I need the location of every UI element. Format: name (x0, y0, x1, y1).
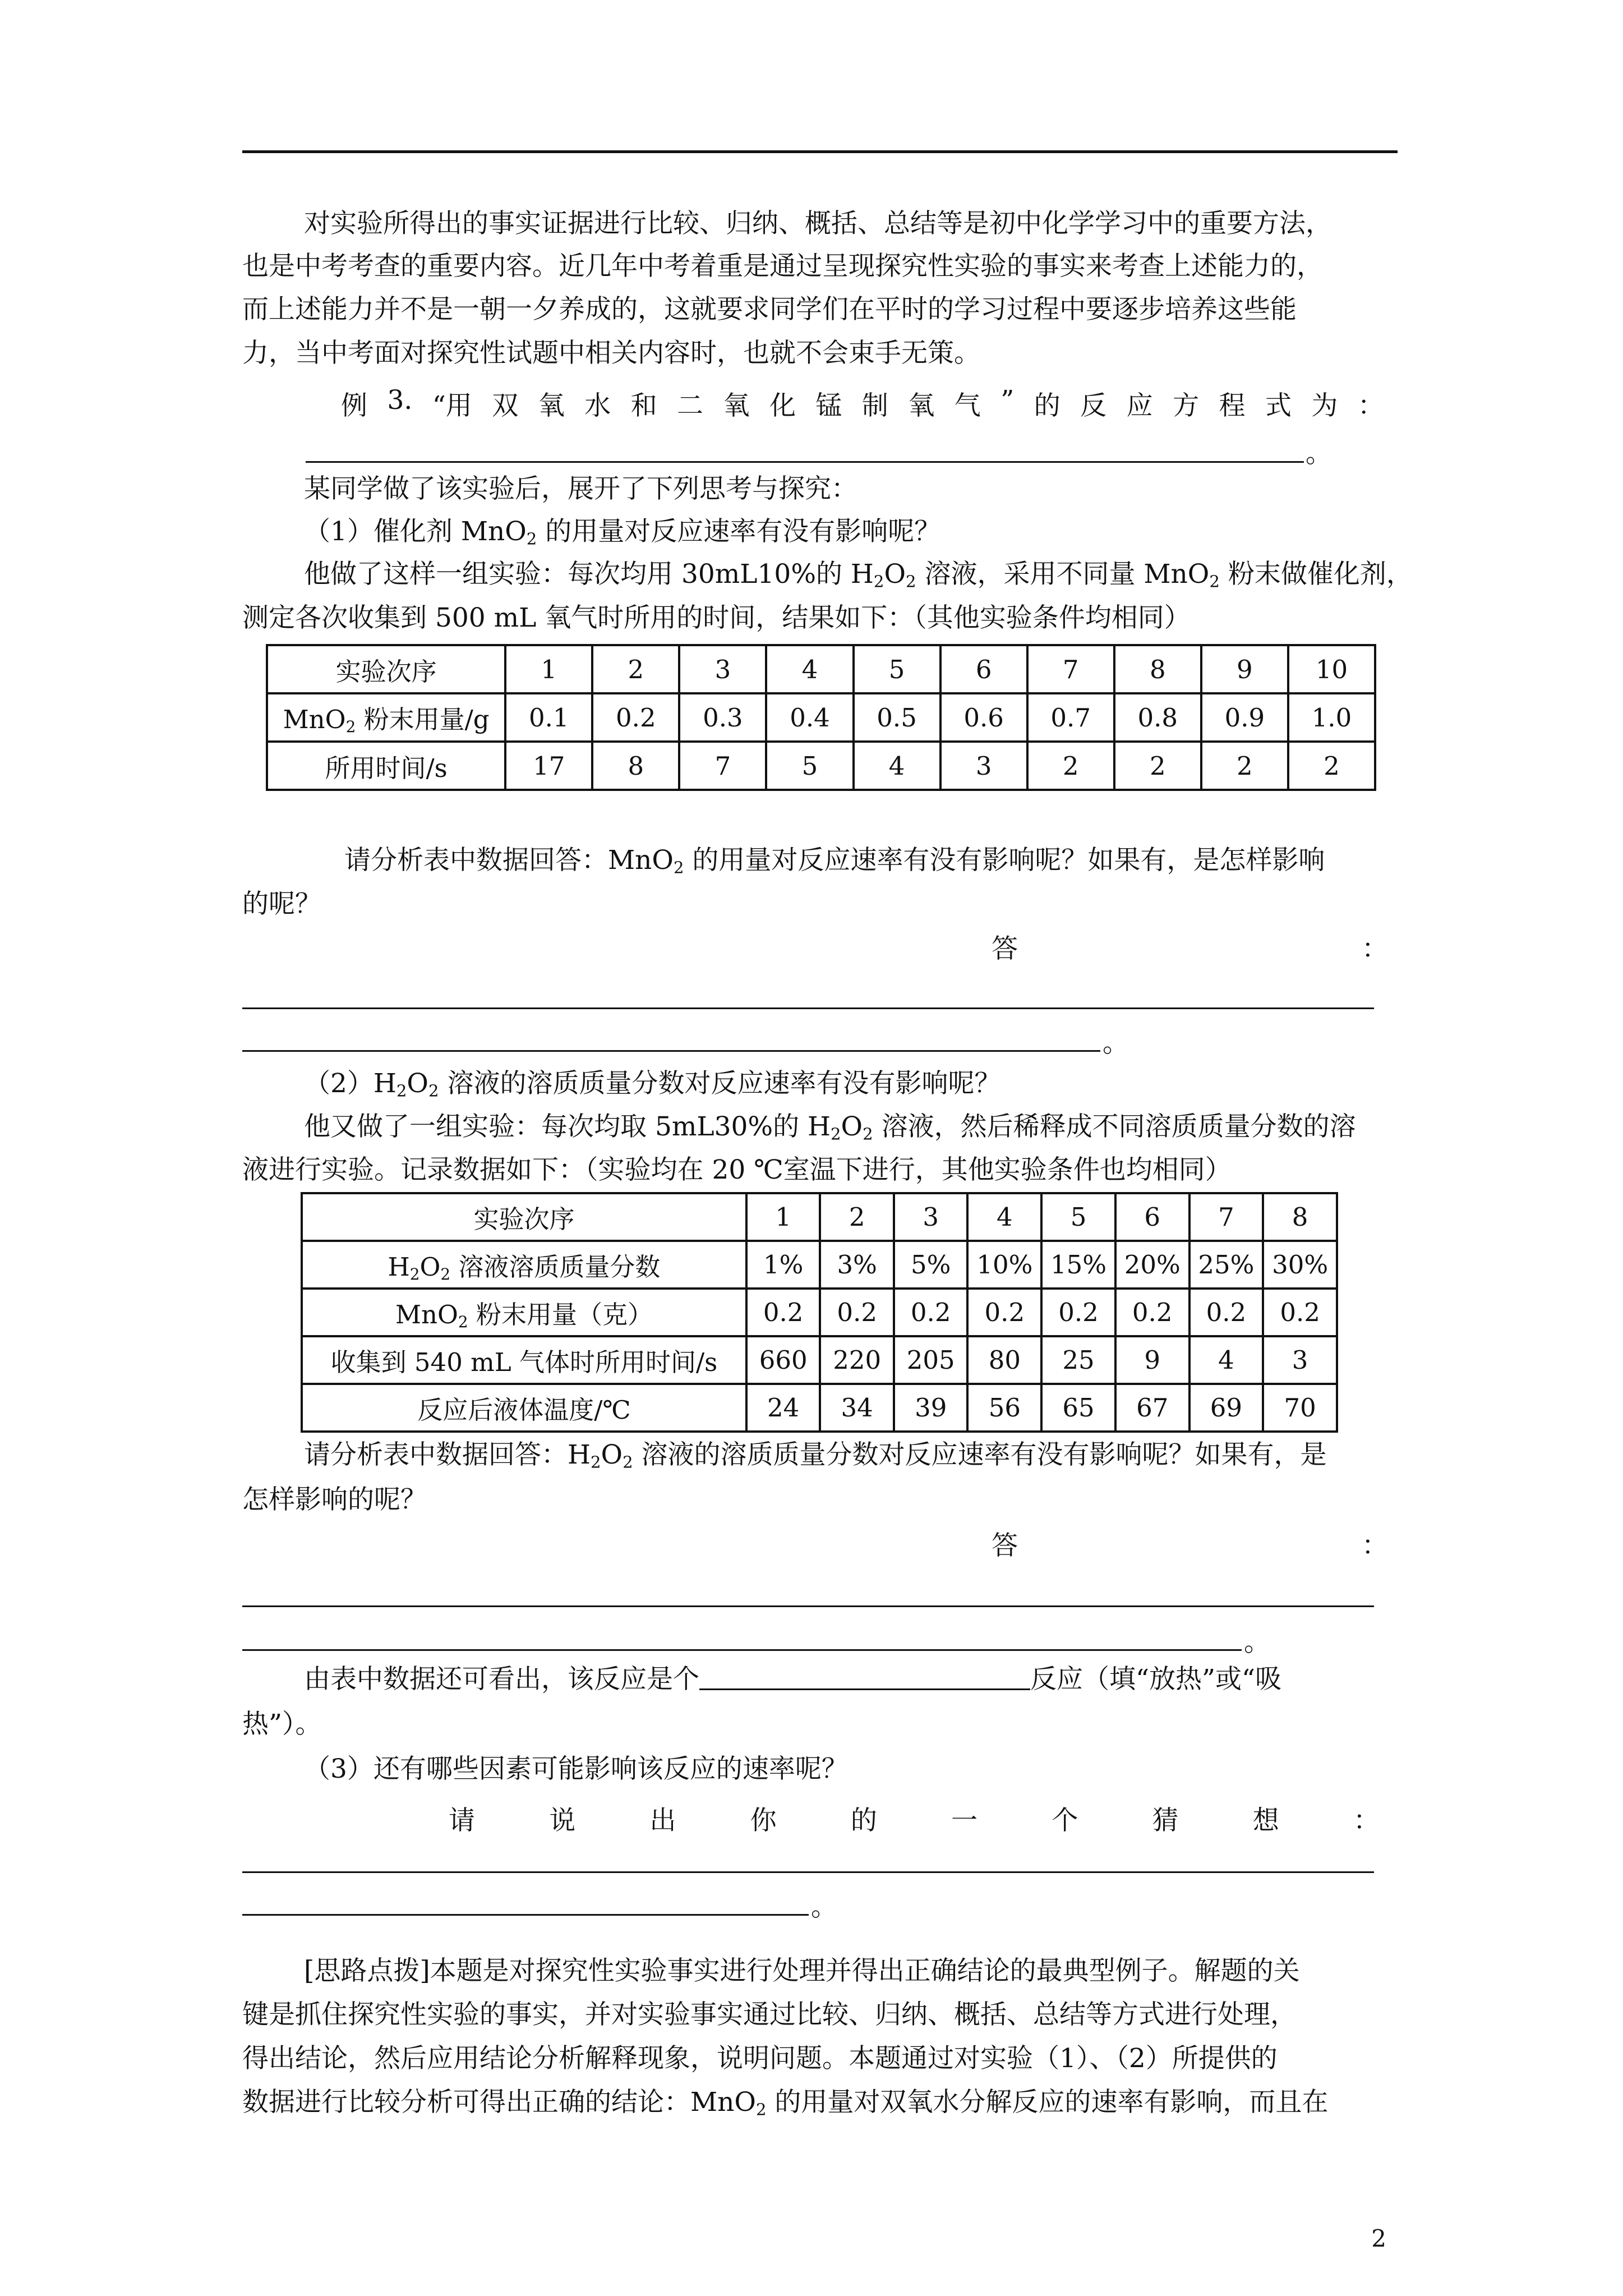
q2-heat-question: 热”）。 (242, 1709, 322, 1740)
table-cell: 70 (1263, 1384, 1337, 1432)
table-cell: 4 (967, 1193, 1041, 1241)
answer-blank[interactable] (242, 1050, 1100, 1052)
table-cell: 8 (592, 742, 679, 790)
prompt-char: 猜 (1152, 1805, 1179, 1836)
answer-blank[interactable] (242, 1649, 1242, 1651)
example-char: 式 (1265, 390, 1292, 421)
example-char: ： (1357, 390, 1384, 421)
q1-ask: 的呢？ (242, 889, 321, 919)
table-row (302, 1241, 1337, 1289)
table-cell: 6 (1115, 1193, 1189, 1241)
table-cell: 7 (1189, 1193, 1264, 1241)
q2-description: 他又做了一组实验：每次均取 5mL30%的 $H_2O_2$ 溶液，然后稀释成不同溶质质量分数的溶 (304, 1111, 1356, 1144)
hint-line: 数据进行比较分析可得出正确的结论：MnO$_2$ 的用量对双氧水分解反应的速率有影响，而且在 (242, 2087, 1329, 2119)
q1-title: （1）催化剂 MnO$_2$ 的用量对反应速率有没有影响呢？ (304, 516, 941, 549)
prompt-char: 想 (1252, 1805, 1279, 1836)
table-cell: 4 (1189, 1336, 1264, 1384)
table-cell: 0.4 (766, 693, 853, 742)
table-cell: 3 (1263, 1336, 1337, 1384)
table-cell: 67 (1115, 1384, 1189, 1432)
table-cell: 220 (820, 1336, 894, 1384)
answer-blank[interactable] (306, 461, 1304, 463)
table-cell: 2 (1288, 742, 1375, 790)
sentence-end: 。 (1306, 438, 1332, 469)
example-char: 锰 (815, 390, 842, 421)
prompt-char: 请 (449, 1805, 475, 1836)
table-header-cell: 实验次序 (267, 645, 505, 693)
table-cell: 5 (854, 645, 940, 693)
table-cell: 0.2 (967, 1289, 1041, 1336)
hint-line: 得出结论，然后应用结论分析解释现象，说明问题。本题通过对实验（1）、（2）所提供的 (242, 2043, 1278, 2074)
example-char: 程 (1219, 390, 1246, 421)
table-header-cell: MnO$_2$ 粉末用量（克） (302, 1289, 746, 1336)
answer-colon: ： (1362, 1530, 1388, 1561)
table-cell: 0.6 (940, 693, 1027, 742)
table-cell: 10 (1288, 645, 1375, 693)
example-question (341, 385, 1384, 422)
table-cell: 205 (894, 1336, 968, 1384)
intro-line: 对实验所得出的事实证据进行比较、归纳、概括、总结等是初中化学学习中的重要方法， (304, 208, 1332, 239)
table-cell: 0.2 (1115, 1289, 1189, 1336)
thinking-intro: 某同学做了该实验后，展开了下列思考与探究： (304, 473, 857, 504)
table-row (267, 693, 1375, 742)
example-char: “用 (432, 390, 472, 421)
answer-label: 答 (992, 1530, 1018, 1561)
example-char: 反 (1080, 390, 1107, 421)
table-row (267, 742, 1375, 790)
example-char: 为 (1311, 390, 1338, 421)
sentence-end: 。 (1103, 1028, 1129, 1059)
table-row (302, 1289, 1337, 1336)
q2-ask: 请分析表中数据回答：$H_2O_2$ 溶液的溶质质量分数对反应速率有没有影响呢？如果有，是 (304, 1439, 1327, 1472)
table-header-cell: $H_2O_2$ 溶液溶质质量分数 (302, 1241, 746, 1289)
example-char: 3. (387, 385, 413, 416)
table-cell: 3 (679, 645, 766, 693)
table-cell: 9 (1115, 1336, 1189, 1384)
table-cell: 80 (967, 1336, 1041, 1384)
q1-ask: 请分析表中数据回答：MnO$_2$ 的用量对反应速率有没有影响呢？如果有，是怎样影响 (344, 845, 1325, 877)
sentence-end: 。 (1244, 1627, 1270, 1658)
example-char: 水 (584, 390, 611, 421)
table-cell: 2 (820, 1193, 894, 1241)
table-cell: 3 (894, 1193, 968, 1241)
table-cell: 1 (746, 1193, 820, 1241)
table-cell: 0.5 (854, 693, 940, 742)
header-rule (242, 150, 1398, 153)
answer-blank[interactable] (242, 1871, 1374, 1873)
prompt-char: 一 (951, 1805, 978, 1836)
example-char: 氧 (723, 390, 750, 421)
table-cell: 0.2 (820, 1289, 894, 1336)
example-char: 氧 (908, 390, 935, 421)
table-cell: 10% (967, 1241, 1041, 1289)
table-cell: 0.2 (746, 1289, 820, 1336)
example-char: 双 (492, 390, 519, 421)
table-cell: 0.2 (894, 1289, 968, 1336)
page-number: 2 (1371, 2225, 1386, 2252)
example-char: 化 (769, 390, 796, 421)
prompt-char: 你 (750, 1805, 777, 1836)
table-cell: 3 (940, 742, 1027, 790)
table-cell: 2 (1114, 742, 1201, 790)
table-row (267, 645, 1375, 693)
table-cell: 8 (1114, 645, 1201, 693)
example-char: 和 (630, 390, 657, 421)
prompt-char: 说 (549, 1805, 576, 1836)
q2-data-table (301, 1192, 1338, 1433)
prompt-char: 的 (850, 1805, 877, 1836)
table-cell: 0.2 (1041, 1289, 1115, 1336)
sentence-end: 。 (811, 1892, 837, 1922)
table-cell: 25 (1041, 1336, 1115, 1384)
table-cell: 15% (1041, 1241, 1115, 1289)
table-cell: 25% (1189, 1241, 1264, 1289)
q3-title: （3）还有哪些因素可能影响该反应的速率呢？ (304, 1754, 848, 1784)
table-cell: 4 (766, 645, 853, 693)
table-cell: 2 (1027, 742, 1114, 790)
q2-ask: 怎样影响的呢？ (242, 1484, 427, 1515)
answer-blank[interactable] (242, 1605, 1374, 1607)
example-char: 例 (341, 390, 367, 421)
heat-blank[interactable] (699, 1666, 1030, 1690)
table-cell: 0.8 (1114, 693, 1201, 742)
table-cell: 30% (1263, 1241, 1337, 1289)
table-cell: 5% (894, 1241, 968, 1289)
table-header-cell: 反应后液体温度/℃ (302, 1384, 746, 1432)
table-cell: 0.2 (1189, 1289, 1264, 1336)
table-cell: 0.3 (679, 693, 766, 742)
table-cell: 1.0 (1288, 693, 1375, 742)
table-header-cell: 实验次序 (302, 1193, 746, 1241)
table-cell: 660 (746, 1336, 820, 1384)
example-char: 方 (1173, 390, 1200, 421)
table-cell: 34 (820, 1384, 894, 1432)
intro-line: 也是中考考查的重要内容。近几年中考着重是通过呈现探究性实验的事实来考查上述能力的， (242, 251, 1323, 282)
answer-blank[interactable] (242, 1914, 809, 1916)
q1-data-table (266, 644, 1376, 791)
table-cell: 4 (854, 742, 940, 790)
example-char: 应 (1126, 390, 1153, 421)
table-header-cell: 所用时间/s (267, 742, 505, 790)
example-char: ” (1000, 385, 1015, 416)
table-cell: 65 (1041, 1384, 1115, 1432)
answer-colon: ： (1362, 933, 1388, 964)
table-cell: 1% (746, 1241, 820, 1289)
answer-blank[interactable] (242, 1007, 1374, 1009)
table-cell: 9 (1201, 645, 1288, 693)
table-cell: 0.1 (505, 693, 592, 742)
hint-line: [思路点拨]本题是对探究性实验事实进行处理并得出正确结论的最典型例子。解题的关 (304, 1955, 1300, 1986)
table-cell: 3% (820, 1241, 894, 1289)
example-char: 气 (954, 390, 981, 421)
table-cell: 7 (1027, 645, 1114, 693)
table-cell: 0.2 (592, 693, 679, 742)
table-cell: 2 (592, 645, 679, 693)
table-cell: 7 (679, 742, 766, 790)
table-cell: 0.2 (1263, 1289, 1337, 1336)
q3-prompt (449, 1800, 1380, 1837)
table-row (302, 1336, 1337, 1384)
intro-line: 力，当中考面对探究性试题中相关内容时，也就不会束手无策。 (242, 338, 980, 369)
intro-line: 而上述能力并不是一朝一夕养成的，这就要求同学们在平时的学习过程中要逐步培养这些能 (242, 294, 1297, 325)
q2-title: $(2)H_2O_2$ 溶液的溶质质量分数对反应速率有没有影响呢？ (304, 1068, 1001, 1101)
table-cell: 5 (766, 742, 853, 790)
table-header-cell: MnO$_2$ 粉末用量/g (267, 693, 505, 742)
hint-line: 键是抓住探究性实验的事实，并对实验事实通过比较、归纳、概括、总结等方式进行处理， (242, 1999, 1297, 2030)
example-char: 的 (1034, 390, 1061, 421)
table-cell: 1 (505, 645, 592, 693)
table-cell: 0.7 (1027, 693, 1114, 742)
table-header-cell: 收集到 540 mL 气体时所用时间/s (302, 1336, 746, 1384)
q1-description: 测定各次收集到 500 mL 氧气时所用的时间，结果如下：（其他实验条件均相同） (242, 602, 1191, 633)
prompt-char: ： (1353, 1805, 1380, 1836)
prompt-char: 个 (1052, 1805, 1078, 1836)
q2-description: 液进行实验。记录数据如下：（实验均在 20 ℃室温下进行，其他实验条件也均相同） (242, 1154, 1232, 1185)
table-cell: 69 (1189, 1384, 1264, 1432)
q2-heat-question: 由表中数据还可看出，该反应是个 反应（填“放热”或“吸 (304, 1664, 1282, 1695)
table-cell: 56 (967, 1384, 1041, 1432)
table-cell: 17 (505, 742, 592, 790)
table-cell: 39 (894, 1384, 968, 1432)
table-cell: 6 (940, 645, 1027, 693)
table-cell: 2 (1201, 742, 1288, 790)
q1-description: 他做了这样一组实验：每次均用 30mL10%的 $H_2O_2$ 溶液，采用不同量 MnO$_2$ 粉末做催化剂， (304, 559, 1413, 591)
table-cell: 5 (1041, 1193, 1115, 1241)
table-cell: 24 (746, 1384, 820, 1432)
example-char: 氧 (538, 390, 565, 421)
table-row (302, 1384, 1337, 1432)
answer-label: 答 (992, 933, 1018, 964)
table-row (302, 1193, 1337, 1241)
table-cell: 0.9 (1201, 693, 1288, 742)
example-char: 制 (861, 390, 888, 421)
example-char: 二 (677, 390, 704, 421)
table-cell: 20% (1115, 1241, 1189, 1289)
table-cell: 8 (1263, 1193, 1337, 1241)
prompt-char: 出 (649, 1805, 676, 1836)
